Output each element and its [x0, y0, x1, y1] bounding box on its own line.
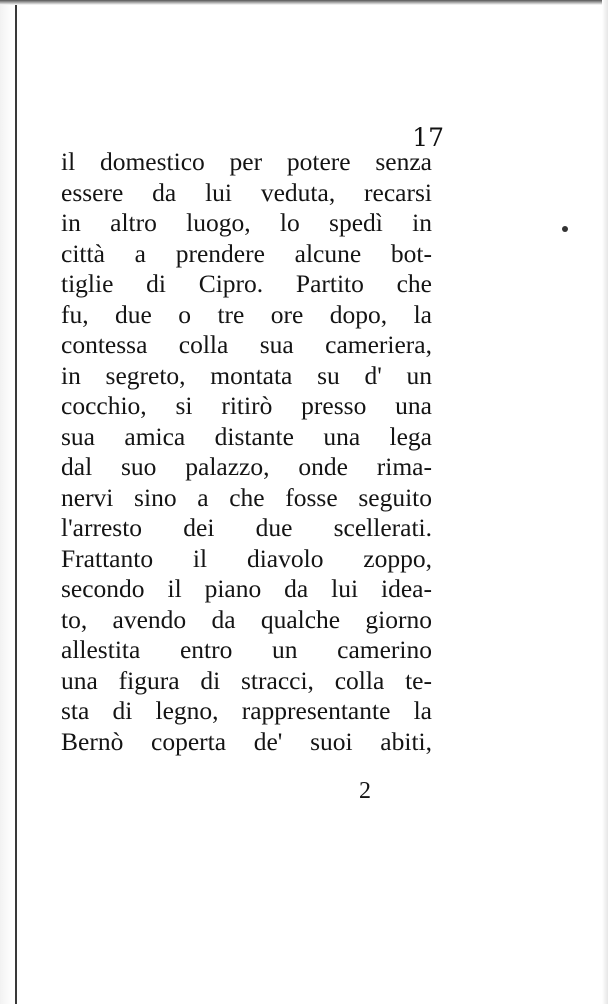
text-line: tiglie di Cipro. Partito che: [61, 269, 432, 298]
signature-mark: 2: [359, 778, 371, 804]
text-line: una figura di stracci, colla te-: [61, 665, 432, 695]
text-line: il domestico per potere senza: [61, 147, 432, 176]
text-line: cocchio, si ritirò presso una: [61, 391, 432, 420]
ink-speck: [562, 226, 568, 232]
page-top-shadow: [0, 0, 608, 5]
text-line: in segreto, montata su d' un: [61, 360, 432, 390]
binding-edge-line: [15, 0, 17, 1004]
text-line: dal suo palazzo, onde rima-: [61, 452, 432, 481]
text-line: contessa colla sua cameriera,: [61, 330, 432, 359]
text-line: allestita entro un camerino: [61, 635, 432, 664]
text-line: città a prendere alcune bot-: [61, 238, 432, 268]
text-line: sta di legno, rappresentante la: [61, 696, 432, 725]
text-line: in altro luogo, lo spedì in: [61, 208, 432, 237]
text-line: fu, due o tre ore dopo, la: [61, 299, 432, 329]
text-line: nervi sino a che fosse seguito: [61, 482, 432, 512]
page-number: 17: [412, 123, 444, 152]
text-line: Bernò coperta de' suoi abiti,: [61, 726, 432, 756]
text-line: essere da lui veduta, recarsi: [61, 177, 432, 207]
text-line: secondo il piano da lui idea-: [61, 574, 432, 603]
text-line: to, avendo da qualche giorno: [61, 604, 432, 634]
page-right-shadow: [602, 0, 608, 1004]
text-line: l'arresto dei due scellerati.: [61, 513, 432, 542]
text-line: sua amica distante una lega: [61, 421, 432, 451]
body-text: [61, 147, 432, 757]
text-line: Frattanto il diavolo zoppo,: [61, 543, 432, 573]
page-left-shadow: [0, 0, 20, 1004]
